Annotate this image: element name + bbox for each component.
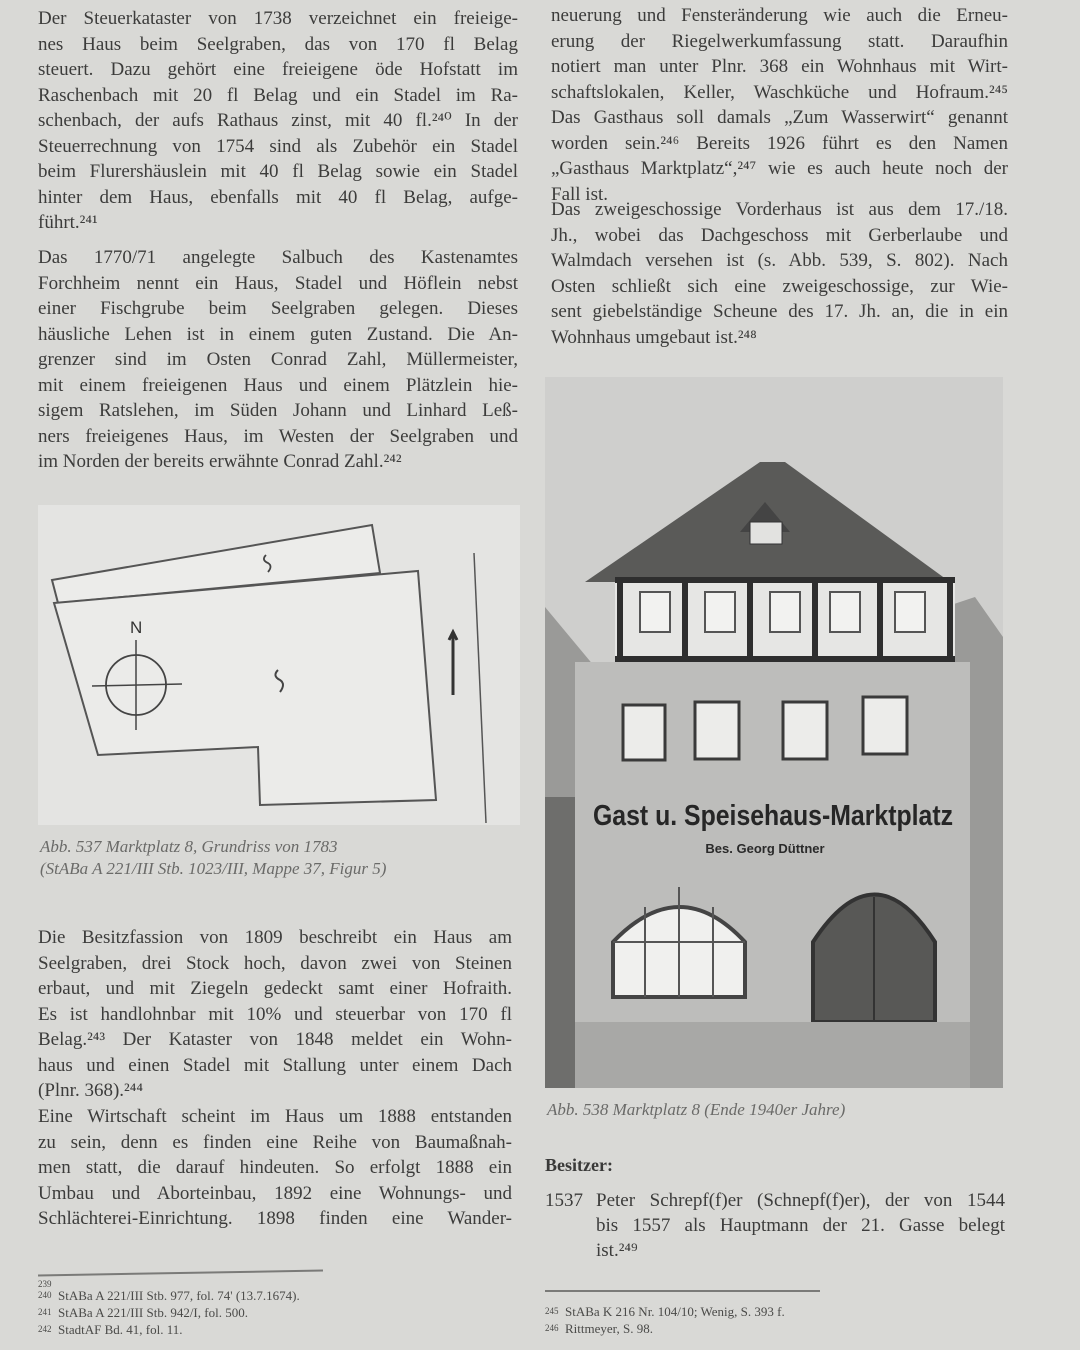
right-paragraph-2	[551, 197, 1008, 350]
text-line: nes Haus beim Seelgraben, das von 170 fl Belag	[38, 33, 518, 55]
floor-plan-figure	[38, 505, 520, 825]
owner-text	[596, 1188, 1005, 1263]
footnote	[38, 1304, 300, 1321]
text-line: einer Fischgrube beim Seelgraben gelegen. Dieses	[38, 298, 518, 319]
text-line: ist.²⁴⁹	[596, 1240, 638, 1261]
right-footnotes	[545, 1303, 785, 1337]
sign-main-text: Gast u. Speisehaus-Marktplatz	[593, 800, 953, 832]
text-line: Der Steuerkataster von 1738 verzeichnet ein freieige-	[38, 8, 518, 29]
text-line: ners freieigenes Haus, im Westen der Seelgraben und	[38, 425, 518, 447]
text-line: Es ist handlohnbar mit 10% und steuerbar von 170 fl	[38, 1003, 512, 1025]
text-line: sigem Ratslehen, im Süden Johann und Linhard Leß-	[38, 400, 518, 421]
left-paragraph-3	[38, 925, 512, 1104]
owner-year: 1537	[545, 1190, 583, 1211]
text-line: haus und einen Stadel mit Stallung unter einem Dach	[38, 1054, 512, 1076]
text-line: Walmdach versehen ist (s. Abb. 539, S. 802). Nach	[551, 250, 1008, 271]
text-line: häusliche Lehen ist in einem guten Zustand. Die An-	[38, 323, 518, 345]
building-photo	[545, 377, 1003, 1088]
text-line: schenbach, der aufs Rathaus zinst, mit 40 fl.²⁴⁰ In der	[38, 110, 518, 131]
left-building	[545, 797, 575, 1088]
footnote-text: StadtAF Bd. 41, fol. 11.	[58, 1322, 183, 1337]
right-paragraph-1	[551, 3, 1008, 207]
footnote	[545, 1303, 785, 1320]
footnote	[38, 1287, 300, 1304]
left-footnotes	[38, 1276, 300, 1338]
text-line: Seelgraben, drei Stock hoch, davon zwei von Steinen	[38, 952, 512, 974]
text-line: Osten schließt sich eine zweigeschossige, zur Wie-	[551, 275, 1008, 297]
text-line: bis 1557 als Hauptmann der 21. Gasse belegt	[596, 1215, 1005, 1236]
figure-caption-537	[40, 836, 386, 880]
text-line: Das zweigeschossige Vorderhaus ist aus dem 17./18.	[551, 199, 1008, 220]
text-line: schaftslokalen, Keller, Waschküche und Hofraum.²⁴⁵	[551, 81, 1008, 103]
left-paragraph-4	[38, 1104, 512, 1232]
text-line: „Gasthaus Marktplatz“,²⁴⁷ wie es auch heute noch der	[551, 158, 1008, 179]
text-line: Eine Wirtschaft scheint im Haus um 1888 entstanden	[38, 1106, 512, 1127]
text-line: hinter dem Haus, ebenfalls mit 40 fl Belag, aufge-	[38, 186, 518, 208]
photo-caption-538: Abb. 538 Marktplatz 8 (Ende 1940er Jahre)	[547, 1100, 846, 1119]
text-line: Fall ist.	[551, 183, 609, 205]
text-line: Schlächterei-Einrichtung. 1898 finden eine Wander-	[38, 1208, 512, 1229]
left-paragraph-2	[38, 245, 518, 475]
footnote-number: 240	[38, 1290, 52, 1300]
text-line: zu sein, denn es finden eine Reihe von Baumaßnah-	[38, 1131, 512, 1153]
text-line: neuerung und Fensteränderung wie auch die Erneu-	[551, 5, 1008, 26]
text-line: sent giebelständige Scheune des 17. Jh. an, die in ein	[551, 301, 1008, 322]
footnote-number: 245	[545, 1306, 559, 1316]
text-line: men statt, die darauf hindeuten. So erfolgt 1888 ein	[38, 1157, 512, 1178]
footnote-text: Rittmeyer, S. 98.	[565, 1321, 653, 1336]
footnote-separator	[545, 1290, 820, 1292]
text-line: führt.²⁴¹	[38, 212, 98, 233]
text-line: Wohnhaus umgebaut ist.²⁴⁸	[551, 326, 757, 348]
caption-line: (StABa A 221/III Stb. 1023/III, Mappe 37, Figur 5)	[40, 859, 387, 878]
text-line: worden sein.²⁴⁶ Bereits 1926 führt es den Namen	[551, 132, 1008, 154]
text-line: Steuerrechnung von 1754 sind als Zubehör ein Stadel	[38, 135, 518, 157]
caption-line: Abb. 537 Marktplatz 8, Grundriss von 1783	[40, 837, 338, 856]
text-line: Umbau und Aborteinbau, 1892 eine Wohnungs- und	[38, 1182, 512, 1204]
text-line: Peter Schrepf(f)er (Schnepf(f)er), der von 1544	[596, 1190, 1005, 1211]
text-line: erung der Riegelwerkumfassung statt. Daraufhin	[551, 30, 1008, 52]
text-line: beim Flurershäuslein mit 40 fl Belag sowie ein Stadel	[38, 161, 518, 182]
footnote-number: 239	[38, 1279, 52, 1289]
dormer-window	[750, 522, 782, 544]
footnote	[545, 1320, 785, 1337]
footnote-number: 242	[38, 1324, 52, 1334]
text-line: Das Gasthaus soll damals „Zum Wasserwirt“ genannt	[551, 107, 1008, 128]
footnote-text: StABa A 221/III Stb. 977, fol. 74' (13.7.1674).	[58, 1288, 300, 1303]
text-line: (Plnr. 368).²⁴⁴	[38, 1080, 143, 1101]
text-line: Die Besitzfassion von 1809 beschreibt ein Haus am	[38, 927, 512, 948]
left-paragraph-1	[38, 6, 518, 236]
footnote-text: StABa K 216 Nr. 104/10; Wenig, S. 393 f.	[565, 1304, 785, 1319]
footnote-number: 241	[38, 1307, 52, 1317]
footnote	[38, 1321, 300, 1338]
owner-entry	[545, 1188, 1005, 1263]
text-line: grenzer sind im Osten Conrad Zahl, Müllermeister,	[38, 349, 518, 370]
footnote-text: StABa A 221/III Stb. 942/I, fol. 500.	[58, 1305, 248, 1320]
text-line: Jh., wobei das Dachgeschoss mit Gerberlaube und	[551, 224, 1008, 246]
street	[575, 1022, 970, 1088]
text-line: im Norden der bereits erwähnte Conrad Zahl.²⁴²	[38, 451, 402, 472]
footnote-number: 246	[545, 1323, 559, 1333]
text-line: Belag.²⁴³ Der Kataster von 1848 meldet ein Wohn-	[38, 1029, 512, 1050]
text-line: Das 1770/71 angelegte Salbuch des Kastenamtes	[38, 247, 518, 268]
text-line: Forchheim nennt ein Haus, Stadel und Höflein nebst	[38, 272, 518, 294]
text-line: erbaut, und mit Ziegeln gedeckt samt einer Hofraith.	[38, 978, 512, 999]
text-line: steuert. Dazu gehört eine freieigene öde Hofstatt im	[38, 59, 518, 80]
north-label: N	[130, 618, 143, 637]
text-line: mit einem freieigenen Haus und einem Plätzlein hie-	[38, 374, 518, 396]
sign-owner-text: Bes. Georg Düttner	[705, 841, 825, 856]
text-line: notiert man unter Plnr. 368 ein Wohnhaus mit Wirt-	[551, 56, 1008, 77]
owners-heading: Besitzer:	[545, 1155, 613, 1175]
text-line: Raschenbach mit 20 fl Belag und ein Stadel im Ra-	[38, 84, 518, 106]
